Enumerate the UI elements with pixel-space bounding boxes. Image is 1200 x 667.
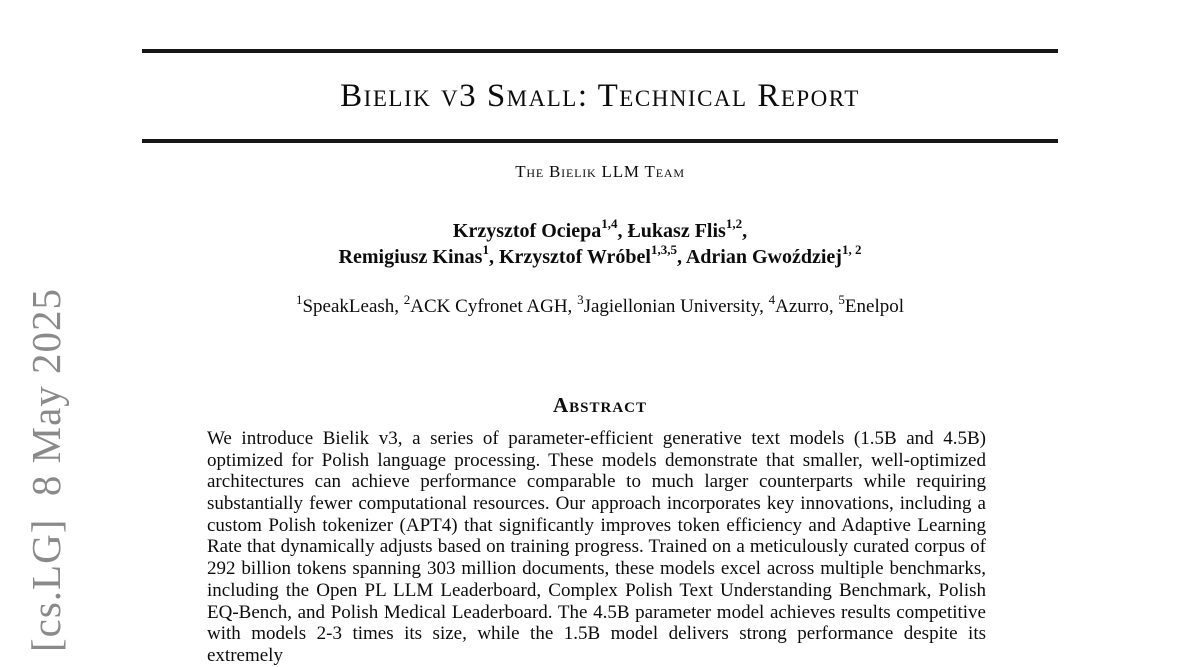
abstract-line: including the Open PL LLM Leaderboard, Complex Polish Text Understanding Benchmark, Polish: [207, 579, 986, 601]
author-affil-superscript: 1,4: [601, 216, 618, 232]
author-name: Krzysztof Wróbel: [498, 246, 651, 268]
affiliations-line: [142, 291, 1058, 318]
abstract-line: substantially fewer computational resources. Our approach incorporates key innovations, including a: [207, 493, 986, 515]
abstract-line: EQ-Bench, and Polish Medical Leaderboard. The 4.5B parameter model achieves results competitive: [207, 601, 986, 623]
affiliation-superscript: 4: [768, 291, 776, 307]
author-line: [142, 218, 1058, 244]
abstract-line: custom Polish tokenizer (APT4) that significantly improves token efficiency and Adaptive Learning: [207, 514, 986, 536]
affiliation-superscript: 3: [577, 291, 584, 307]
affiliation-name: ACK Cyfronet AGH,: [410, 296, 578, 317]
title-rule-bottom: [142, 139, 1058, 143]
affiliation-superscript: 1: [295, 291, 303, 307]
abstract-line: We introduce Bielik v3, a series of parameter-efficient generative text models (1.5B and 4.5B): [207, 428, 986, 449]
affiliation-name: Azurro,: [775, 296, 839, 317]
author-affil-superscript: 1, 2: [841, 242, 862, 258]
affiliation-name: SpeakLeash,: [302, 296, 404, 317]
author-separator: ,: [742, 220, 748, 242]
author-lines: [142, 218, 1058, 270]
affiliation-name: Jagiellonian University,: [583, 296, 769, 317]
author-separator: ,: [617, 220, 628, 242]
author-affil-superscript: 1: [482, 242, 489, 258]
arxiv-category-date-watermark: [cs.LG] 8 May 2025: [23, 287, 69, 652]
abstract-line: Rate that dynamically adjusts based on training progress. Trained on a meticulously curated corpus of: [207, 536, 986, 558]
author-name: Adrian Gwoździej: [685, 246, 842, 268]
affiliation-name: Enelpol: [844, 296, 905, 317]
title-rule-top: [142, 49, 1058, 53]
abstract-line: with models 2-3 times its size, while the 1.5B model delivers strong performance despite its extremely: [207, 623, 986, 666]
abstract-line: architectures can achieve performance comparable to much larger counterparts while requiring: [207, 471, 986, 493]
author-name: Remigiusz Kinas: [338, 246, 483, 268]
author-affil-superscript: 1,3,5: [650, 242, 677, 258]
author-name: Łukasz Flis: [627, 220, 726, 242]
paper-title: Bielik v3 Small: Technical Report: [340, 78, 860, 114]
abstract-text: [207, 428, 986, 666]
author-name: Krzysztof Ociepa: [452, 220, 602, 242]
author-line: [142, 244, 1058, 270]
team-byline: The Bielik LLM Team: [515, 162, 685, 181]
abstract-line: 292 billion tokens spanning 303 million documents, these models excel across multiple benchmarks,: [207, 558, 986, 580]
author-affil-superscript: 1,2: [725, 216, 743, 232]
author-separator: ,: [488, 246, 499, 268]
author-separator: ,: [676, 246, 686, 268]
abstract-heading: Abstract: [552, 393, 648, 417]
abstract-line: optimized for Polish language processing. These models demonstrate that smaller, well-optimized: [207, 449, 986, 471]
affiliation-superscript: 5: [838, 291, 845, 307]
affiliation-superscript: 2: [403, 291, 411, 307]
